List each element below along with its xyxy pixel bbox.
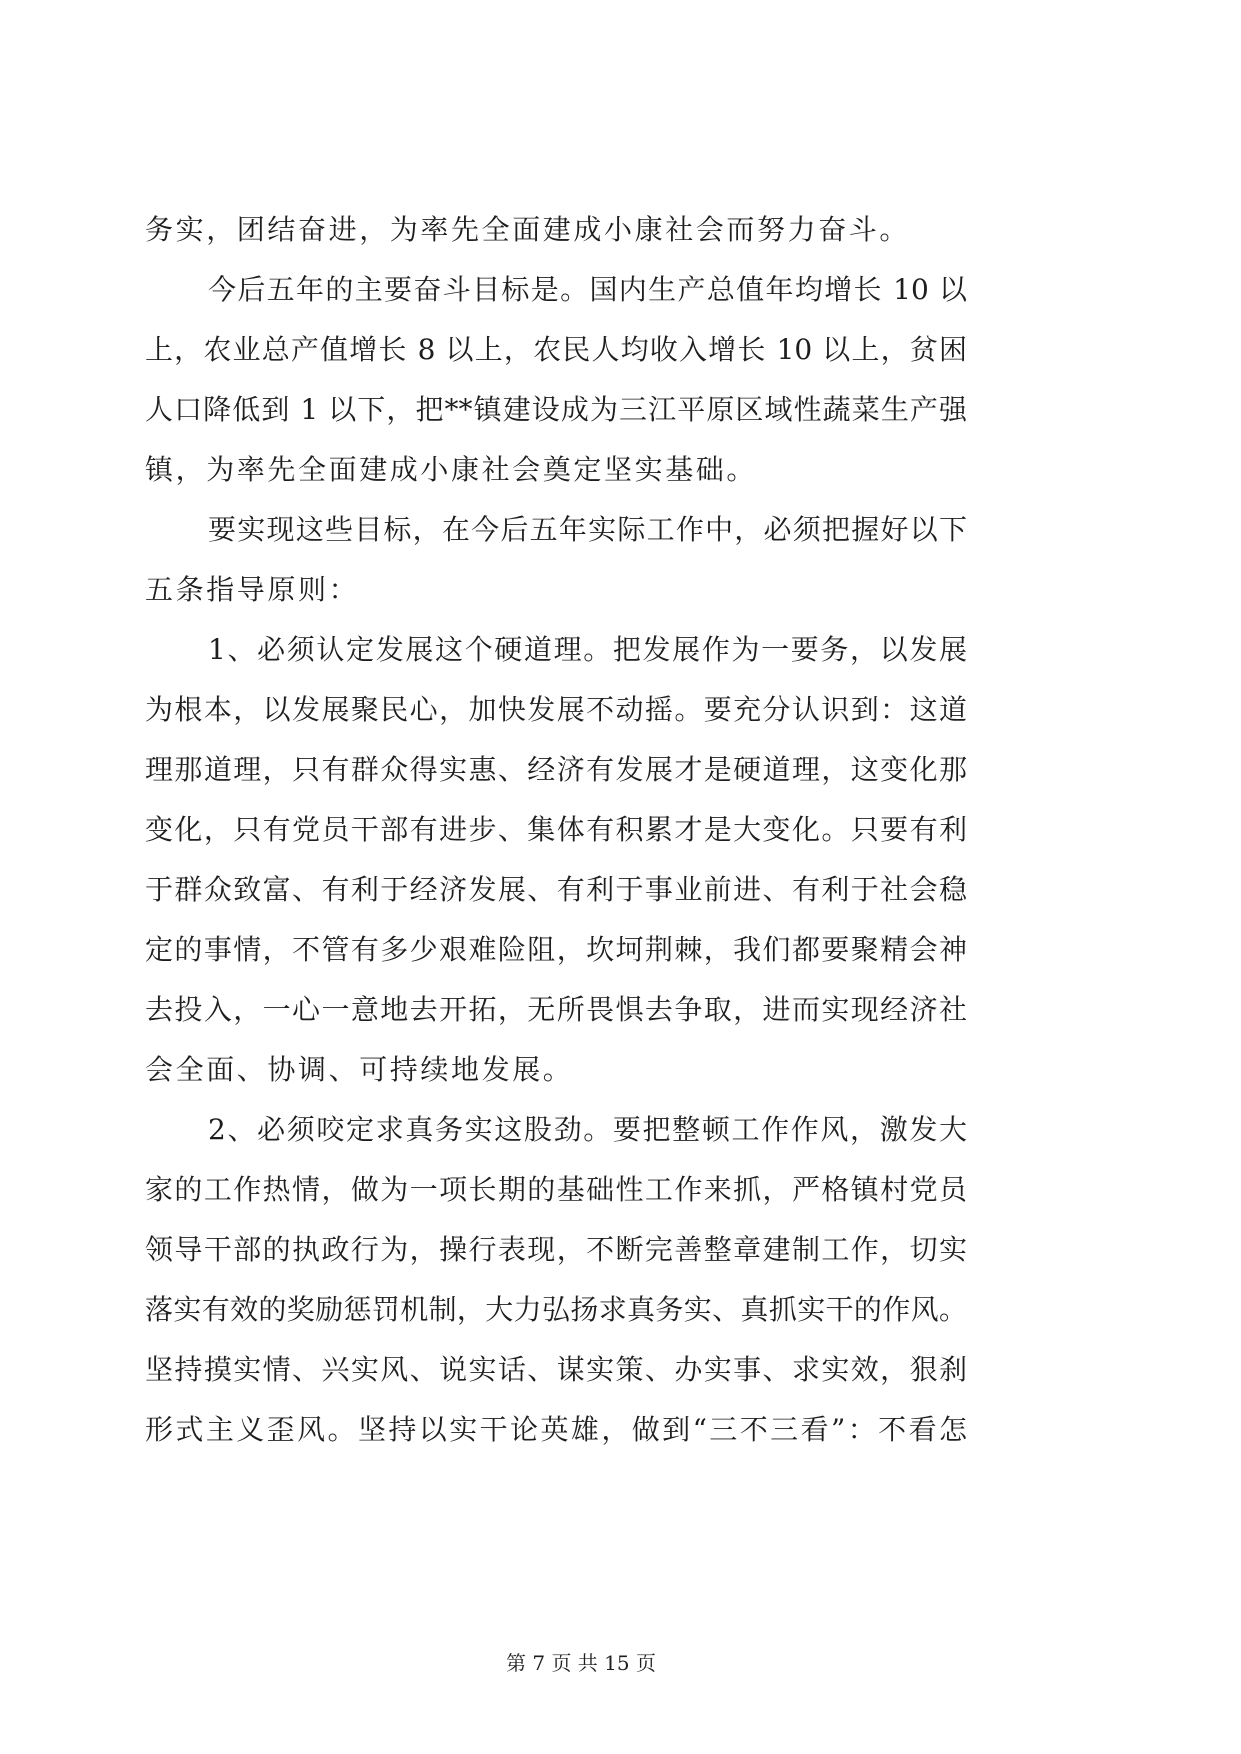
- text-line: 1、必须认定发展这个硬道理。把发展作为一要务，以发展: [208, 633, 967, 666]
- page-number-footer: 第 7 页 共 15 页: [506, 1651, 656, 1675]
- paragraph: [145, 1100, 967, 1460]
- text-line: 于群众致富、有利于经济发展、有利于事业前进、有利于社会稳: [145, 873, 967, 906]
- text-line: 务实，团结奋进，为率先全面建成小康社会而努力奋斗。: [145, 213, 911, 246]
- paragraph: [145, 200, 967, 260]
- text-line: 人口降低到 1 以下，把**镇建设成为三江平原区域性蔬菜生产强: [145, 393, 967, 426]
- text-line: 2、必须咬定求真务实这股劲。要把整顿工作作风，激发大: [208, 1113, 967, 1146]
- text-line: 上，农业总产值增长 8 以上，农民人均收入增长 10 以上，贫困: [145, 333, 967, 366]
- text-line: 今后五年的主要奋斗目标是。国内生产总值年均增长 10 以: [208, 273, 967, 306]
- text-line: 理那道理，只有群众得实惠、经济有发展才是硬道理，这变化那: [145, 753, 967, 786]
- text-line: 变化，只有党员干部有进步、集体有积累才是大变化。只要有利: [145, 813, 967, 846]
- paragraph: [145, 260, 967, 500]
- text-line: 家的工作热情，做为一项长期的基础性工作来抓，严格镇村党员: [145, 1173, 967, 1206]
- document-body: [145, 200, 967, 1460]
- text-line: 坚持摸实情、兴实风、说实话、谋实策、办实事、求实效，狠刹: [145, 1353, 967, 1386]
- text-line: 为根本，以发展聚民心，加快发展不动摇。要充分认识到：这道: [145, 693, 967, 726]
- text-line: 落实有效的奖励惩罚机制，大力弘扬求真务实、真抓实干的作风。: [145, 1293, 967, 1326]
- paragraph: [145, 500, 967, 620]
- text-line: 镇，为率先全面建成小康社会奠定坚实基础。: [145, 453, 758, 486]
- text-line: 领导干部的执政行为，操行表现，不断完善整章建制工作，切实: [145, 1233, 967, 1266]
- paragraph: [145, 620, 967, 1100]
- text-line: 去投入，一心一意地去开拓，无所畏惧去争取，进而实现经济社: [145, 993, 967, 1026]
- text-line: 要实现这些目标，在今后五年实际工作中，必须把握好以下: [208, 513, 967, 546]
- text-line: 形式主义歪风。坚持以实干论英雄，做到“三不三看”：不看怎: [145, 1413, 967, 1446]
- text-line: 五条指导原则：: [145, 573, 360, 606]
- text-line: 会全面、协调、可持续地发展。: [145, 1053, 574, 1086]
- text-line: 定的事情，不管有多少艰难险阻，坎坷荆棘，我们都要聚精会神: [145, 933, 967, 966]
